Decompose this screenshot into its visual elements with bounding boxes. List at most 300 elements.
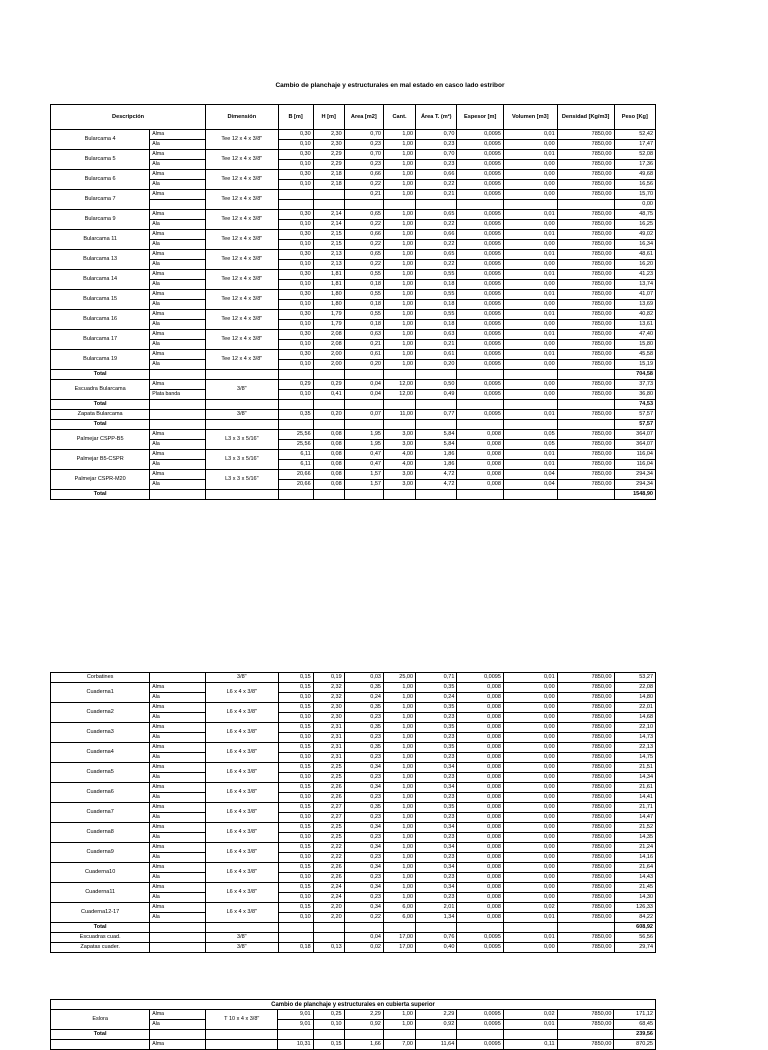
h-cell: 2,26 <box>313 793 344 803</box>
part-cell: Alma <box>150 170 206 180</box>
peso-cell: 294,34 <box>614 480 655 490</box>
b-cell: 0,30 <box>278 210 313 220</box>
area-total-cell: 0,70 <box>416 130 457 140</box>
part-cell <box>150 673 206 683</box>
b-cell: 0,15 <box>278 823 313 833</box>
total-value: 608,92 <box>614 923 655 933</box>
volumen-cell: 0,00 <box>503 340 557 350</box>
volumen-cell: 0,01 <box>503 290 557 300</box>
empty-cell <box>344 370 383 380</box>
peso-cell: 14,16 <box>614 853 655 863</box>
cant-cell: 1,00 <box>383 753 415 763</box>
part-cell: Ala <box>150 480 206 490</box>
densidad-cell: 7850,00 <box>557 310 614 320</box>
b-cell: 0,30 <box>278 130 313 140</box>
peso-cell: 36,80 <box>614 390 655 400</box>
area-cell: 0,55 <box>344 270 383 280</box>
total-row <box>51 923 656 933</box>
volumen-cell: 0,02 <box>503 903 557 913</box>
volumen-cell: 0,00 <box>503 280 557 290</box>
volumen-cell: 0,02 <box>503 1010 557 1020</box>
area-cell: 0,63 <box>344 330 383 340</box>
peso-cell: 22,13 <box>614 743 655 753</box>
area-cell: 0,34 <box>344 763 383 773</box>
cant-cell: 1,00 <box>383 240 415 250</box>
b-cell: 0,10 <box>278 853 313 863</box>
volumen-cell: 0,00 <box>503 943 557 953</box>
espesor-cell: 0,0095 <box>457 390 504 400</box>
empty-cell <box>278 420 313 430</box>
area-cell: 0,34 <box>344 823 383 833</box>
empty-cell <box>457 370 504 380</box>
volumen-cell: 0,00 <box>503 683 557 693</box>
empty-cell <box>150 370 206 380</box>
h-cell: 0,08 <box>313 440 344 450</box>
area-total-cell: 0,34 <box>416 883 457 893</box>
dimension-cell: Tee 12 x 4 x 3/8" <box>206 190 278 210</box>
area-cell: 0,65 <box>344 210 383 220</box>
description-cell: Zapata Bularcama <box>51 410 150 420</box>
description-cell: Cuaderna6 <box>51 783 150 803</box>
volumen-cell: 0,00 <box>503 803 557 813</box>
cant-cell: 17,00 <box>383 933 415 943</box>
area-cell: 0,61 <box>344 350 383 360</box>
empty-cell <box>313 490 344 500</box>
sheet-title: Cambio de planchaje y estructurales en mal estado en casco lado estribor <box>275 82 505 89</box>
empty-cell <box>557 1030 614 1040</box>
dimension-cell: L6 x 4 x 3/8" <box>206 743 278 763</box>
description-cell: Escuadra Bularcama <box>51 380 150 400</box>
description-cell: Bularcama 15 <box>51 290 150 310</box>
densidad-cell: 7850,00 <box>557 270 614 280</box>
espesor-cell: 0,008 <box>457 470 504 480</box>
area-cell: 0,23 <box>344 713 383 723</box>
description-cell: Corbatines <box>51 673 150 683</box>
part-cell: Ala <box>150 160 206 170</box>
dimension-cell: Tee 12 x 4 x 3/8" <box>206 350 278 370</box>
area-total-cell: 1,86 <box>416 450 457 460</box>
description-cell: Bularcama 17 <box>51 330 150 350</box>
volumen-cell: 0,00 <box>503 320 557 330</box>
area-total-cell: 0,23 <box>416 773 457 783</box>
dimension-cell: Tee 12 x 4 x 3/8" <box>206 250 278 270</box>
area-cell: 0,07 <box>344 410 383 420</box>
espesor-cell: 0,0095 <box>457 140 504 150</box>
peso-cell: 14,68 <box>614 713 655 723</box>
volumen-cell: 0,01 <box>503 330 557 340</box>
area-total-cell: 0,18 <box>416 280 457 290</box>
table-row <box>51 450 656 460</box>
empty-cell <box>206 400 278 410</box>
densidad-cell: 7850,00 <box>557 150 614 160</box>
header-h: H [m] <box>313 105 344 130</box>
volumen-cell: 0,01 <box>503 210 557 220</box>
peso-cell: 14,34 <box>614 773 655 783</box>
dimension-cell: L6 x 4 x 3/8" <box>206 883 278 903</box>
h-cell: 2,24 <box>313 893 344 903</box>
area-total-cell: 0,65 <box>416 250 457 260</box>
dimension-cell: L6 x 4 x 3/8" <box>206 863 278 883</box>
empty-cell <box>206 420 278 430</box>
cant-cell: 1,00 <box>383 843 415 853</box>
area-total-cell: 0,21 <box>416 190 457 200</box>
densidad-cell: 7850,00 <box>557 290 614 300</box>
cant-cell: 1,00 <box>383 330 415 340</box>
cant-cell: 1,00 <box>383 280 415 290</box>
h-cell: 2,24 <box>313 883 344 893</box>
espesor-cell: 0,008 <box>457 460 504 470</box>
area-cell: 0,23 <box>344 733 383 743</box>
part-cell: Ala <box>150 853 206 863</box>
empty-cell <box>557 490 614 500</box>
table-row <box>51 903 656 913</box>
empty-cell <box>503 490 557 500</box>
dimension-cell: Tee 12 x 4 x 3/8" <box>206 150 278 170</box>
empty-cell <box>150 923 206 933</box>
h-cell: 2,30 <box>313 140 344 150</box>
area-cell: 0,23 <box>344 853 383 863</box>
cant-cell: 3,00 <box>383 480 415 490</box>
cant-cell: 3,00 <box>383 470 415 480</box>
part-cell: Ala <box>150 300 206 310</box>
cant-cell: 1,00 <box>383 310 415 320</box>
area-cell: 0,20 <box>344 360 383 370</box>
part-cell: Alma <box>150 823 206 833</box>
densidad-cell: 7850,00 <box>557 733 614 743</box>
description-cell: Bularcama 13 <box>51 250 150 270</box>
area-total-cell: 0,22 <box>416 180 457 190</box>
peso-cell: 48,75 <box>614 210 655 220</box>
cant-cell: 1,00 <box>383 320 415 330</box>
densidad-cell: 7850,00 <box>557 1020 614 1030</box>
empty-cell <box>383 923 415 933</box>
empty-cell <box>206 1030 278 1040</box>
volumen-cell: 0,00 <box>503 170 557 180</box>
espesor-cell: 0,008 <box>457 480 504 490</box>
densidad-cell: 7850,00 <box>557 703 614 713</box>
table-cubierta-superior <box>50 999 656 1050</box>
h-cell: 2,14 <box>313 220 344 230</box>
densidad-cell: 7850,00 <box>557 723 614 733</box>
description-cell: Eslora <box>51 1010 150 1030</box>
peso-cell: 57,57 <box>614 410 655 420</box>
table-row <box>51 430 656 440</box>
peso-cell: 21,51 <box>614 763 655 773</box>
h-cell: 2,27 <box>313 813 344 823</box>
table-row <box>51 863 656 873</box>
espesor-cell: 0,008 <box>457 893 504 903</box>
volumen-cell: 0,00 <box>503 893 557 903</box>
h-cell: 1,79 <box>313 310 344 320</box>
h-cell <box>313 933 344 943</box>
peso-cell: 14,43 <box>614 873 655 883</box>
area-cell: 0,47 <box>344 450 383 460</box>
area-total-cell: 0,77 <box>416 410 457 420</box>
volumen-cell: 0,01 <box>503 933 557 943</box>
cant-cell: 3,00 <box>383 430 415 440</box>
peso-cell: 14,30 <box>614 893 655 903</box>
peso-cell: 13,61 <box>614 320 655 330</box>
b-cell: 25,56 <box>278 440 313 450</box>
cant-cell: 4,00 <box>383 450 415 460</box>
area-total-cell: 1,86 <box>416 460 457 470</box>
peso-cell: 21,64 <box>614 863 655 873</box>
cant-cell: 1,00 <box>383 160 415 170</box>
total-row <box>51 400 656 410</box>
densidad-cell: 7850,00 <box>557 190 614 200</box>
table-row <box>51 743 656 753</box>
b-cell: 0,30 <box>278 170 313 180</box>
densidad-cell: 7850,00 <box>557 300 614 310</box>
b-cell: 0,10 <box>278 320 313 330</box>
b-cell: 9,01 <box>278 1020 313 1030</box>
b-cell: 0,15 <box>278 863 313 873</box>
densidad-cell: 7850,00 <box>557 893 614 903</box>
description-cell: Escuadras cuad. <box>51 933 150 943</box>
table-row <box>51 783 656 793</box>
b-cell: 0,30 <box>278 230 313 240</box>
empty-cell <box>344 420 383 430</box>
part-cell: Ala <box>150 440 206 450</box>
part-cell <box>150 410 206 420</box>
volumen-cell: 0,01 <box>503 150 557 160</box>
peso-cell: 171,12 <box>614 1010 656 1020</box>
densidad-cell: 7850,00 <box>557 360 614 370</box>
espesor-cell: 0,0095 <box>457 130 504 140</box>
b-cell: 6,11 <box>278 450 313 460</box>
h-cell: 2,20 <box>313 913 344 923</box>
volumen-cell: 0,00 <box>503 733 557 743</box>
volumen-cell: 0,00 <box>503 833 557 843</box>
densidad-cell: 7850,00 <box>557 350 614 360</box>
table-row <box>51 703 656 713</box>
b-cell: 0,15 <box>278 783 313 793</box>
part-cell: Alma <box>150 1040 206 1050</box>
dimension-cell: Tee 12 x 4 x 3/8" <box>206 310 278 330</box>
table-row <box>51 933 656 943</box>
peso-cell: 15,80 <box>614 340 655 350</box>
h-cell: 2,26 <box>313 873 344 883</box>
table-cuadernas <box>50 672 656 953</box>
empty-cell <box>150 400 206 410</box>
dimension-cell: L3 x 3 x 5/16" <box>206 430 278 450</box>
volumen-cell: 0,00 <box>503 853 557 863</box>
part-cell: Alma <box>150 450 206 460</box>
area-cell: 0,66 <box>344 170 383 180</box>
area-cell: 0,35 <box>344 703 383 713</box>
volumen-cell: 0,00 <box>503 703 557 713</box>
empty-cell <box>457 1030 504 1040</box>
cant-cell: 1,00 <box>383 743 415 753</box>
area-cell: 0,35 <box>344 683 383 693</box>
description-cell: Cuaderna2 <box>51 703 150 723</box>
densidad-cell: 7850,00 <box>557 843 614 853</box>
area-total-cell: 0,23 <box>416 893 457 903</box>
description-cell: Bularcama 14 <box>51 270 150 290</box>
espesor-cell: 0,008 <box>457 733 504 743</box>
dimension-cell: L6 x 4 x 3/8" <box>206 703 278 723</box>
area-total-cell: 1,34 <box>416 913 457 923</box>
b-cell: 0,30 <box>278 310 313 320</box>
espesor-cell: 0,0095 <box>457 410 504 420</box>
volumen-cell: 0,00 <box>503 813 557 823</box>
espesor-cell: 0,008 <box>457 783 504 793</box>
dimension-cell <box>206 1040 278 1050</box>
espesor-cell: 0,008 <box>457 813 504 823</box>
description-cell: Bularcama 11 <box>51 230 150 250</box>
table-row <box>51 380 656 390</box>
area-cell: 0,23 <box>344 753 383 763</box>
description-cell <box>51 1040 150 1050</box>
peso-cell: 16,34 <box>614 240 655 250</box>
peso-cell: 21,24 <box>614 843 655 853</box>
b-cell: 0,15 <box>278 763 313 773</box>
area-total-cell: 0,92 <box>415 1020 456 1030</box>
area-total-cell: 0,49 <box>416 390 457 400</box>
peso-cell: 47,40 <box>614 330 655 340</box>
part-cell: Alma <box>150 683 206 693</box>
espesor-cell: 0,008 <box>457 763 504 773</box>
h-cell: 0,19 <box>313 673 344 683</box>
espesor-cell: 0,008 <box>457 853 504 863</box>
dimension-cell: L3 x 3 x 5/16" <box>206 470 278 490</box>
part-cell: Ala <box>150 713 206 723</box>
h-cell <box>313 200 344 210</box>
empty-cell <box>278 490 313 500</box>
densidad-cell: 7850,00 <box>557 903 614 913</box>
h-cell: 2,25 <box>313 773 344 783</box>
area-total-cell: 0,24 <box>416 693 457 703</box>
part-cell: Alma <box>150 270 206 280</box>
peso-cell: 22,01 <box>614 703 655 713</box>
h-cell: 2,26 <box>313 863 344 873</box>
dimension-cell: L6 x 4 x 3/8" <box>206 783 278 803</box>
densidad-cell: 7850,00 <box>557 833 614 843</box>
header-row <box>51 105 656 130</box>
b-cell: 0,10 <box>278 220 313 230</box>
peso-cell: 45,58 <box>614 350 655 360</box>
b-cell: 0,10 <box>278 873 313 883</box>
description-cell: Palmejar CSPP-B5 <box>51 430 150 450</box>
cant-cell: 1,00 <box>383 833 415 843</box>
b-cell: 0,15 <box>278 703 313 713</box>
densidad-cell: 7850,00 <box>557 170 614 180</box>
empty-cell <box>150 490 206 500</box>
empty-cell <box>206 923 278 933</box>
part-cell: Ala <box>150 460 206 470</box>
empty-cell <box>416 370 457 380</box>
part-cell: Ala <box>150 873 206 883</box>
volumen-cell: 0,00 <box>503 863 557 873</box>
peso-cell: 14,80 <box>614 693 655 703</box>
part-cell: Ala <box>150 833 206 843</box>
espesor-cell: 0,0095 <box>457 170 504 180</box>
h-cell: 2,00 <box>313 350 344 360</box>
volumen-cell: 0,01 <box>503 250 557 260</box>
cant-cell: 1,00 <box>383 773 415 783</box>
densidad-cell: 7850,00 <box>557 713 614 723</box>
cant-cell: 1,00 <box>383 170 415 180</box>
peso-cell: 48,61 <box>614 250 655 260</box>
b-cell: 0,15 <box>278 883 313 893</box>
dimension-cell: L6 x 4 x 3/8" <box>206 843 278 863</box>
table-title: Cambio de planchaje y estructurales en cubierta superior <box>51 1000 656 1010</box>
area-cell: 0,35 <box>344 723 383 733</box>
area-total-cell: 2,01 <box>416 903 457 913</box>
h-cell: 1,79 <box>313 320 344 330</box>
area-cell: 0,70 <box>344 130 383 140</box>
peso-cell: 15,19 <box>614 360 655 370</box>
empty-cell <box>416 420 457 430</box>
peso-cell: 49,02 <box>614 230 655 240</box>
volumen-cell: 0,00 <box>503 753 557 763</box>
peso-cell: 52,42 <box>614 130 655 140</box>
densidad-cell: 7850,00 <box>557 753 614 763</box>
b-cell: 0,10 <box>278 813 313 823</box>
peso-cell: 14,35 <box>614 833 655 843</box>
espesor-cell: 0,0095 <box>457 350 504 360</box>
header-dimension: Dimensión <box>206 105 278 130</box>
part-cell: Alma <box>150 250 206 260</box>
cant-cell: 1,00 <box>383 260 415 270</box>
volumen-cell: 0,04 <box>503 480 557 490</box>
peso-cell: 21,52 <box>614 823 655 833</box>
b-cell: 0,10 <box>278 753 313 763</box>
densidad-cell: 7850,00 <box>557 693 614 703</box>
espesor-cell: 0,008 <box>457 873 504 883</box>
part-cell: Plata banda <box>150 390 206 400</box>
espesor-cell: 0,008 <box>457 450 504 460</box>
table-row <box>51 330 656 340</box>
area-total-cell: 0,23 <box>416 713 457 723</box>
empty-cell <box>416 923 457 933</box>
empty-cell <box>383 370 415 380</box>
area-cell: 0,55 <box>344 310 383 320</box>
h-cell: 1,81 <box>313 280 344 290</box>
part-cell: Alma <box>150 230 206 240</box>
part-cell: Ala <box>150 913 206 923</box>
espesor-cell: 0,0095 <box>457 250 504 260</box>
cant-cell: 1,00 <box>383 783 415 793</box>
h-cell: 2,15 <box>313 230 344 240</box>
densidad-cell: 7850,00 <box>557 933 614 943</box>
part-cell: Ala <box>150 753 206 763</box>
part-cell: Ala <box>150 180 206 190</box>
dimension-cell: Tee 12 x 4 x 3/8" <box>206 270 278 290</box>
b-cell: 0,30 <box>278 290 313 300</box>
volumen-cell: 0,00 <box>503 743 557 753</box>
total-value: 57,57 <box>614 420 655 430</box>
dimension-cell: L6 x 4 x 3/8" <box>206 803 278 823</box>
cant-cell: 1,00 <box>383 340 415 350</box>
volumen-cell: 0,01 <box>503 1020 557 1030</box>
cant-cell: 1,00 <box>383 813 415 823</box>
densidad-cell: 7850,00 <box>557 673 614 683</box>
peso-cell: 126,33 <box>614 903 655 913</box>
b-cell: 25,56 <box>278 430 313 440</box>
description-cell: Cuaderna7 <box>51 803 150 823</box>
volumen-cell: 0,00 <box>503 220 557 230</box>
part-cell: Alma <box>150 883 206 893</box>
area-total-cell: 0,34 <box>416 863 457 873</box>
densidad-cell: 7850,00 <box>557 320 614 330</box>
table-row <box>51 410 656 420</box>
area-cell: 0,65 <box>344 250 383 260</box>
cant-cell: 1,00 <box>383 360 415 370</box>
espesor-cell: 0,0095 <box>457 1020 504 1030</box>
table-row <box>51 310 656 320</box>
b-cell: 0,10 <box>278 360 313 370</box>
